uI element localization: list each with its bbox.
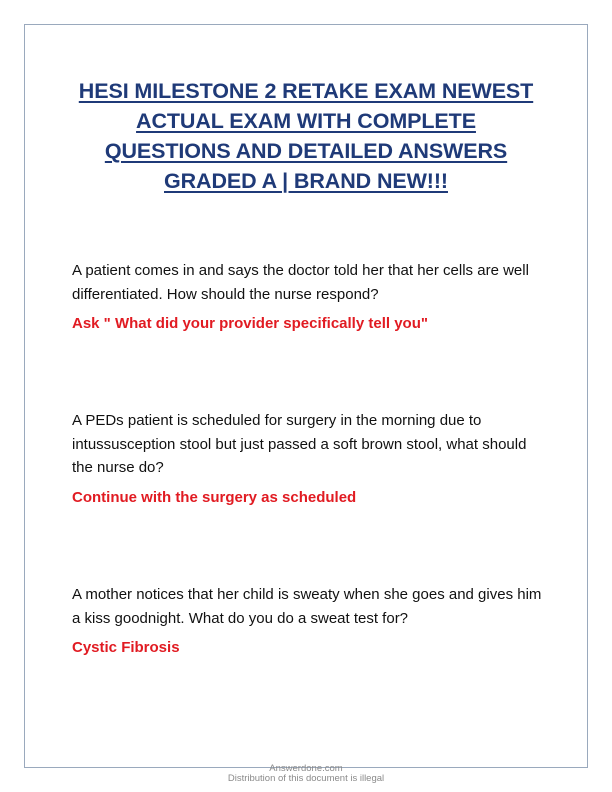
title-line: HESI MILESTONE 2 RETAKE EXAM NEWEST bbox=[78, 79, 534, 103]
qa-item bbox=[72, 259, 542, 335]
qa-item bbox=[72, 583, 542, 659]
answer-text: Continue with the surgery as scheduled bbox=[72, 488, 357, 506]
title-line: GRADED A | BRAND NEW!!! bbox=[164, 169, 448, 193]
question-text: A PEDs patient is scheduled for surgery in the morning due to intussusception stool but just passed a soft brown stool, what should the nurse do? bbox=[72, 412, 527, 476]
title-line: QUESTIONS AND DETAILED ANSWERS bbox=[104, 139, 508, 163]
watermark-site: Answerdone.com bbox=[269, 763, 343, 774]
document-title bbox=[40, 76, 572, 196]
title-line: ACTUAL EXAM WITH COMPLETE bbox=[136, 109, 476, 133]
question-text: A mother notices that her child is sweaty when she goes and gives him a kiss goodnight. What do you do a sweat test for? bbox=[72, 586, 542, 627]
watermark-notice: Distribution of this document is illegal bbox=[227, 773, 385, 784]
question-text: A patient comes in and says the doctor told her that her cells are well differentiated. How should the nurse respond? bbox=[72, 262, 529, 303]
qa-item bbox=[72, 409, 542, 509]
answer-text: Ask " What did your provider specifically tell you" bbox=[72, 315, 428, 332]
answer-text: Cystic Fibrosis bbox=[72, 639, 180, 656]
